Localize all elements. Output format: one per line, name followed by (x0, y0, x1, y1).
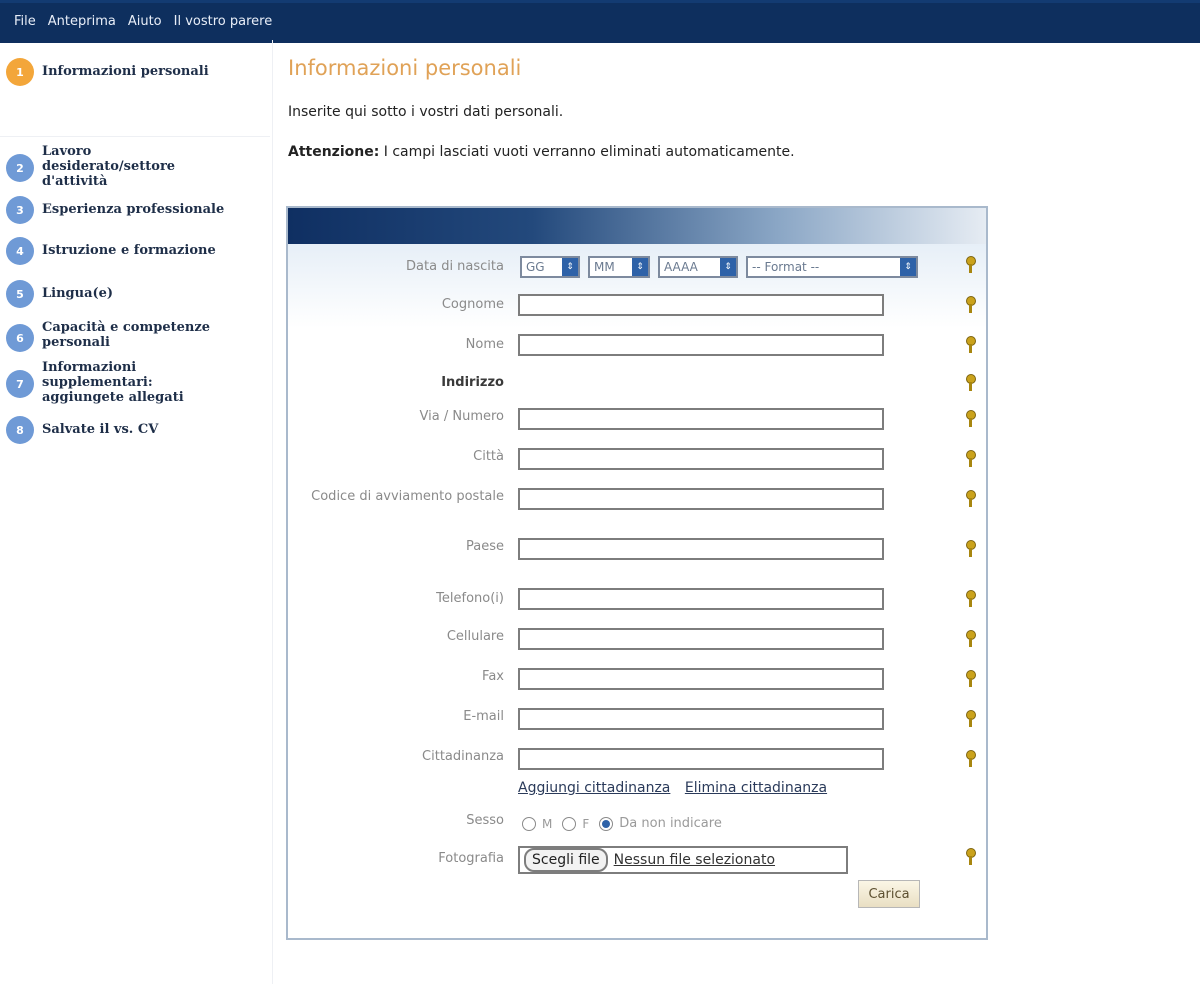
menu-anteprima[interactable]: Anteprima (47, 14, 116, 29)
birth-month-value: MM (594, 260, 615, 274)
photo-label: Fotografia (438, 851, 504, 866)
citizenship-links (518, 780, 837, 796)
step-label-5: Lingua(e) (42, 286, 114, 301)
address-label: Indirizzo (441, 375, 504, 390)
step-6[interactable] (6, 320, 242, 352)
choose-file-button[interactable]: Scegli file (524, 848, 608, 872)
surname-label: Cognome (441, 297, 504, 312)
select-arrow-icon: ⇕ (632, 258, 648, 276)
sex-none-radio[interactable] (599, 817, 613, 831)
select-arrow-icon: ⇕ (562, 258, 578, 276)
sex-none-label: Da non indicare (619, 816, 722, 831)
menu-parere[interactable]: Il vostro parere (173, 14, 273, 29)
photo-file-input[interactable] (518, 846, 848, 874)
menu-aiuto[interactable]: Aiuto (127, 14, 162, 29)
add-citizenship-link[interactable]: Aggiungi cittadinanza (518, 780, 671, 796)
upload-button[interactable]: Carica (858, 880, 920, 908)
country-label: Paese (466, 539, 504, 554)
country-input[interactable] (518, 538, 884, 560)
help-icon[interactable] (964, 490, 976, 508)
step-5[interactable] (6, 280, 262, 308)
city-label: Città (473, 449, 504, 464)
help-icon[interactable] (964, 296, 976, 314)
warning-text (288, 144, 795, 160)
help-icon[interactable] (964, 410, 976, 428)
postcode-label: Codice di avviamento postale (311, 489, 504, 504)
step-label-8: Salvate il vs. CV (42, 422, 159, 437)
step-number-5: 5 (6, 280, 34, 308)
menu-file[interactable]: File (14, 14, 36, 29)
city-input[interactable] (518, 448, 884, 470)
warning-label: Attenzione: (288, 144, 380, 160)
help-icon[interactable] (964, 710, 976, 728)
email-input[interactable] (518, 708, 884, 730)
step-label-7: Informazioni supplementari: aggiungete allegati (42, 360, 184, 405)
step-label-3: Esperienza professionale (42, 202, 225, 217)
step-2[interactable] (6, 144, 212, 189)
remove-citizenship-link[interactable]: Elimina cittadinanza (684, 780, 828, 796)
step-number-3: 3 (6, 196, 34, 224)
sex-options (522, 816, 732, 831)
sidebar (0, 40, 273, 984)
phone-input[interactable] (518, 588, 884, 610)
sex-f-radio[interactable] (562, 817, 576, 831)
fax-label: Fax (482, 669, 504, 684)
mobile-input[interactable] (518, 628, 884, 650)
birth-year-select[interactable] (658, 256, 738, 278)
surname-input[interactable] (518, 294, 884, 316)
step-label-4: Istruzione e formazione (42, 243, 216, 258)
birth-day-value: GG (526, 260, 545, 274)
step-8[interactable] (6, 416, 262, 444)
postcode-input[interactable] (518, 488, 884, 510)
page-title: Informazioni personali (288, 56, 522, 80)
help-icon[interactable] (964, 630, 976, 648)
intro-text: Inserite qui sotto i vostri dati personali. (288, 104, 564, 120)
help-icon[interactable] (964, 450, 976, 468)
personal-info-form (286, 206, 988, 940)
help-icon[interactable] (964, 750, 976, 768)
step-label-1: Informazioni personali (42, 64, 209, 79)
step-number-4: 4 (6, 237, 34, 265)
step-4[interactable] (6, 237, 262, 265)
phone-label: Telefono(i) (436, 591, 504, 606)
step-number-1: 1 (6, 58, 34, 86)
street-label: Via / Numero (419, 409, 504, 424)
sex-m-label: M (542, 816, 553, 831)
step-number-2: 2 (6, 154, 34, 182)
name-input[interactable] (518, 334, 884, 356)
step-7[interactable] (6, 360, 222, 405)
step-number-7: 7 (6, 370, 34, 398)
select-arrow-icon: ⇕ (720, 258, 736, 276)
sidebar-divider (0, 136, 270, 137)
sex-label: Sesso (466, 813, 504, 828)
citizenship-label: Cittadinanza (422, 749, 504, 764)
help-icon[interactable] (964, 256, 976, 274)
sex-f-label: F (582, 816, 590, 831)
step-1[interactable] (6, 58, 262, 86)
step-label-2: Lavoro desiderato/settore d'attività (42, 144, 176, 189)
form-header (288, 208, 986, 244)
menu-bar (0, 0, 1200, 43)
file-status: Nessun file selezionato (613, 852, 776, 868)
citizenship-input[interactable] (518, 748, 884, 770)
step-number-6: 6 (6, 324, 34, 352)
menu-items (14, 14, 272, 29)
email-label: E-mail (463, 709, 504, 724)
help-icon[interactable] (964, 540, 976, 558)
help-icon[interactable] (964, 670, 976, 688)
name-label: Nome (465, 337, 504, 352)
birth-year-value: AAAA (664, 260, 698, 274)
help-icon[interactable] (964, 374, 976, 392)
warning-message: I campi lasciati vuoti verranno eliminati automaticamente. (379, 144, 795, 160)
step-3[interactable] (6, 196, 262, 224)
fax-input[interactable] (518, 668, 884, 690)
step-label-6: Capacità e competenze personali (42, 320, 210, 350)
birth-format-select[interactable] (746, 256, 918, 278)
help-icon[interactable] (964, 848, 976, 866)
help-icon[interactable] (964, 590, 976, 608)
sex-m-radio[interactable] (522, 817, 536, 831)
birth-month-select[interactable] (588, 256, 650, 278)
street-input[interactable] (518, 408, 884, 430)
select-arrow-icon: ⇕ (900, 258, 916, 276)
step-number-8: 8 (6, 416, 34, 444)
mobile-label: Cellulare (446, 629, 504, 644)
birth-format-value: -- Format -- (752, 260, 820, 274)
help-icon[interactable] (964, 336, 976, 354)
birth-date-label: Data di nascita (406, 259, 504, 274)
birth-day-select[interactable] (520, 256, 580, 278)
